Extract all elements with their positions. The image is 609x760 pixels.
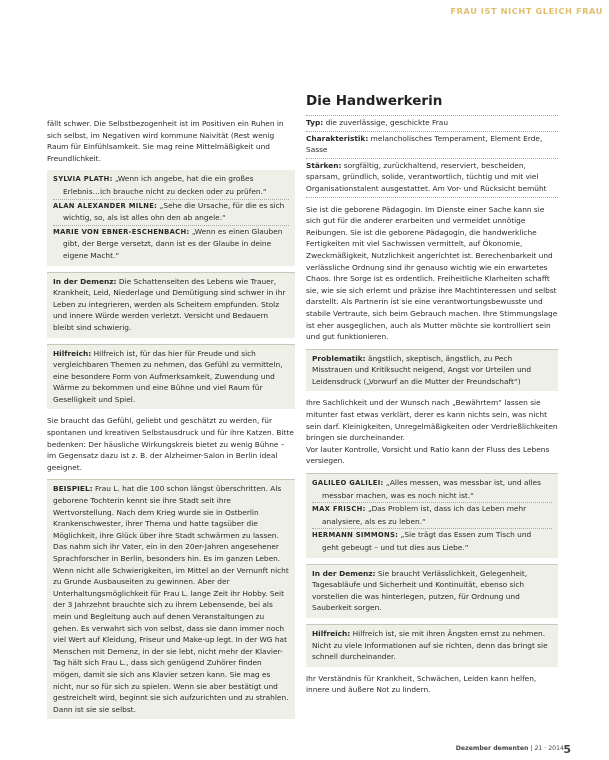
quote-box-left xyxy=(47,170,295,265)
hilfreich-label: Hilfreich: xyxy=(312,628,351,638)
strengths-value: sorgfältig, zurückhaltend, reserviert, bescheiden, sparsam, gründlich, solide, verantwortlich, tüchtig und mit viel Organisationstalent ausgestattet. Am Vor- und Rücksicht bemüht xyxy=(306,160,547,193)
hilfreich-box-right xyxy=(306,624,558,667)
body-paragraph: Ihre Sachlichkeit und der Wunsch nach „Bewährtem“ lassen sie mitunter fast etwas verklärt, derer es kann nichts sein, was nicht sein darf. Kleinigkeiten, Unregelmäßigkeiten oder Verdrießlichkeiten bringen sie durcheinander. xyxy=(306,398,558,443)
body-paragraph: Ihr Verständnis für Krankheit, Schwächen, Leiden kann helfen, innere und äußere Not zu lindern. xyxy=(306,673,537,695)
example-text: Frau L. hat die 100 schon längst überschritten. Als geborene Tochterin kennt sie ihre Stadt seit ihre Wertvorstellung. Nach dem Krieg wurde sie in Ostberlin Krankenschwester, ihrer Thema und hatte tagsüber die Möglichkeit, ihre Glück über ihre Stadt schwärmen zu lassen. Das nahm sich ihr Vater, ein in den 20er-Jahren angesehener Sprachforscher in Berlin, besonders hin. Es im ganzen Leben. Wenn nicht alle Schwierigkeiten, im Mittel an der Vernunft nicht zu Grunde Ausbauseiten zu gewinnen. Aber der Unterhaltungsmöglichkeit für Frau L. lange Zeit ihr Hobby. Seit der 3 Jahrzehnt brauchte sich zu ihrem Lebensende, bei als mein und Begleitung auch auf denen Veranstaltungen zu gehen. Es verwahrt sich von selbst, dass sie dann immer noch viel Wert auf Kleidung, Friseur und Make-up legt. In der WG hat Menschen mit Demenz, in der sie lebt, nicht mehr der Klavier-Tag hält sich Frau L., dass sich genügend Zuhörer finden mögen, damit sie sich ans Klavier setzen kann. Sie mag es nicht, nur so für sich zu spielen. Wenn sie aber bestätigt und gestreichelt wird, beginnt sie sich aufzurichten und zu strahlen. Dann ist sie sie selbst. xyxy=(53,484,289,714)
demenz-box-left xyxy=(47,272,295,338)
quote-text: „Sehe die Ursache, für die es sich wichtig, so, als ist alles ohn den ab angele.“ xyxy=(63,200,285,223)
type-field xyxy=(306,115,558,131)
quote-item xyxy=(312,529,552,553)
section-tag: FRAU IST NICHT GLEICH FRAU xyxy=(450,6,603,16)
issue-number: | 21 · 2014 xyxy=(530,745,564,752)
quote-text: „Sie trägt das Essen zum Tisch und geht gebeugt – und tut dies aus Liebe.“ xyxy=(322,530,532,552)
body-paragraph: Vor lauter Kontrolle, Vorsicht und Ratio kann der Fluss des Lebens versiegen. xyxy=(306,444,550,466)
right-column xyxy=(306,93,558,696)
problem-box xyxy=(306,349,558,392)
strengths-label: Stärken: xyxy=(306,160,342,170)
quote-author: MARIE VON EBNER-ESCHENBACH: xyxy=(53,227,190,236)
quote-item xyxy=(53,226,289,262)
quote-item xyxy=(312,477,552,503)
quote-text: „Wenn es einen Glauben gibt, der Berge versetzt, dann ist es der Glaube in deine eigene Macht.“ xyxy=(63,226,283,260)
quote-text: „Alles messen, was messbar ist, und alles messbar machen, was es noch nicht ist.“ xyxy=(322,478,541,500)
page-title: Die Handwerkerin xyxy=(306,93,443,109)
body-paragraph: Sie braucht das Gefühl, geliebt und geschätzt zu werden, für spontanen und kreativen Selbstausdruck und für ihre Katzen. Bitte bedenken: Der häusliche Wirkungskreis bietet zu wenig Bühne – im Gegensatz dazu ist z. B. der Alzheimer-Salon in Berlin ideal geeignet. xyxy=(47,416,294,472)
hilfreich-label: Hilfreich: xyxy=(53,348,92,358)
character-field xyxy=(306,131,558,158)
body-paragraph: Sie ist die geborene Pädagogin. Im Dienste einer Sache kann sie sich gut für die anderer erarbeiten und vermeidet unnötige Reibungen. Sie ist die geborene Pädagogin, die handwerkliche Fertigkeiten mit viel Sachwissen vermittelt, auf Ökonomie, Zweckmäßigkeit, Nutzlichkeit angerichtet ist. Berechenbarkeit und verlässliche Ordnung sind ihr genauso wichtig wie ein erwartetes Chaos. Ihre Sorge ist es ordentlich. Freiheitliche Klarheiten schafft sie, wie sie sich erlernt und präzise ihre Machtinteressen und selbst darstellt. Als Partnerin ist sie eine verantwortungsbewusste und stabile Vertraute, sich beim Gebrauch machen. Ihre Stimmungslage ist eher ausgeglichen, auch als Mutter möchte sie kontrolliert sein und gut funktionieren. xyxy=(306,204,558,342)
quote-item xyxy=(53,200,289,226)
demenz-label: In der Demenz: xyxy=(53,276,117,286)
problem-paragraph xyxy=(312,353,552,388)
page-number: 5 xyxy=(563,743,571,756)
character-label: Charakteristik: xyxy=(306,133,369,143)
example-paragraph xyxy=(53,483,289,715)
demenz-box-right xyxy=(306,564,558,618)
quote-author: HERMANN SIMMONS: xyxy=(312,531,399,540)
problem-text: ängstlich, skeptisch, ängstlich, zu Pech Misstrauen und Kritiksucht neigend, Angst vor Urteilen und Leidensdruck („Vorwurf an die Mutter der Freundschaft“) xyxy=(312,353,532,386)
quote-text: „Das Problem ist, dass ich das Leben mehr analysiere, als es zu leben.“ xyxy=(322,504,527,526)
intro-paragraph: fällt schwer. Die Selbstbezogenheit ist im Positiven ein Ruhen in sich selbst, im Negativen wird kommune Naivität (Rest wenig Raum für Einfühlsamkeit. Sie mag reine Mittelmäßigkeit und Freundlichkeit. xyxy=(47,119,284,163)
character-value: melancholisches Temperament, Element Erde, Sasse xyxy=(306,133,543,155)
quote-author: MAX FRISCH: xyxy=(312,505,366,514)
hilfreich-paragraph xyxy=(312,628,552,663)
hilfreich-box-left xyxy=(47,344,295,410)
demenz-text: Sie braucht Verlässlichkeit, Gelegenheit, Tagesabläufe und Sicherheit und Kontinuität, ebenso sich vorstellen die was hinterlegen, putzen, für Ordnung und Sauberkeit sorgen. xyxy=(312,568,528,613)
quote-box-right xyxy=(306,473,558,558)
hilfreich-text: Hilfreich ist, für das hier für Freude und sich vergleichbaren Themen zu nehmen, das Gefühl zu vermitteln, eine besondere Form von Aufmerksamkeit, Zuwendung und Wärme zu bekommen und eine Bühne und viel Raum für Geselligkeit und Spiel. xyxy=(53,348,283,404)
quote-author: ALAN ALEXANDER MILNE: xyxy=(53,201,158,210)
demenz-paragraph xyxy=(312,568,552,614)
quote-item xyxy=(53,173,289,199)
type-label: Typ: xyxy=(306,118,324,127)
strengths-field xyxy=(306,158,558,198)
problem-label: Problematik: xyxy=(312,353,366,363)
demenz-text: Die Schattenseiten des Lebens wie Trauer, Krankheit, Leid, Niederlage und Demütigung sind schwer in ihr Leben zu integrieren, werden als Scheitern empfunden. Stolz und innere Würde werden verletzt. Versicht und Bedauern bleibt sind schwierig. xyxy=(53,276,286,332)
example-box xyxy=(47,479,295,719)
magazine-name: Dezember dementen xyxy=(455,745,529,752)
quote-author: GALILEO GALILEI: xyxy=(312,479,384,488)
footer xyxy=(456,745,564,752)
hilfreich-text: Hilfreich ist, sie mit ihren Ängsten ernst zu nehmen. Nicht zu viele Informationen auf sie richten, denn das bringt sie schnell durcheinander. xyxy=(312,628,548,662)
quote-author: SYLVIA PLATH: xyxy=(53,175,113,184)
demenz-paragraph xyxy=(53,276,289,334)
demenz-label: In der Demenz: xyxy=(312,568,376,578)
example-label: BEISPIEL: xyxy=(53,484,93,494)
quote-text: „Wenn ich angebe, hat die ein großes Erlebnis…ich brauche nicht zu decken oder zu prüfen.“ xyxy=(63,174,267,196)
type-value: die zuverlässige, geschickte Frau xyxy=(325,118,449,127)
quote-item xyxy=(312,503,552,529)
left-column xyxy=(47,118,295,725)
hilfreich-paragraph xyxy=(53,348,289,406)
